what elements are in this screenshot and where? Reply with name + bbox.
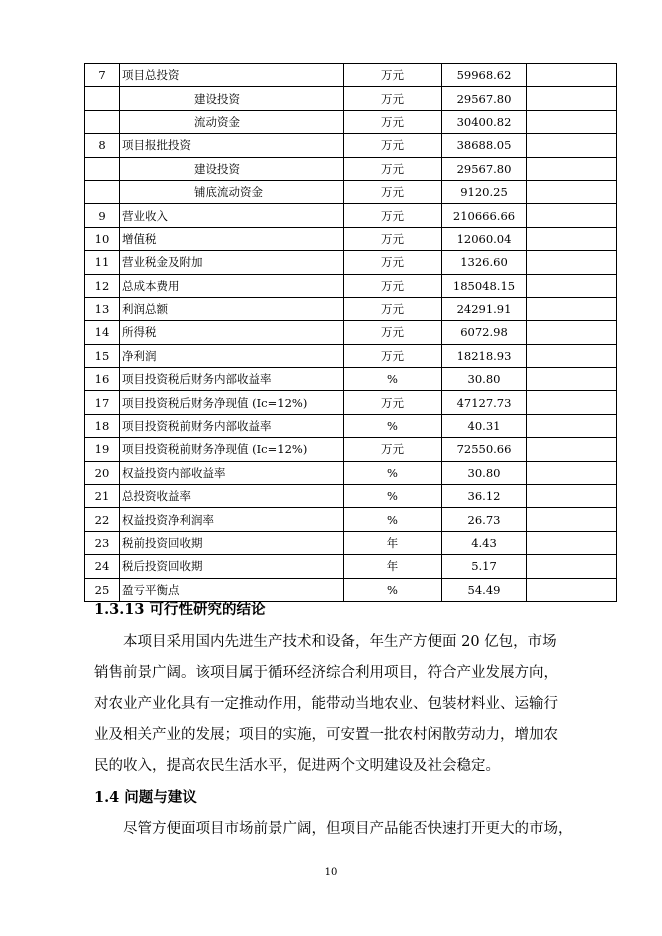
- row-remark: [527, 344, 617, 367]
- row-remark: [527, 508, 617, 531]
- row-item-name: 营业税金及附加: [120, 251, 344, 274]
- page-number: 10: [324, 867, 338, 878]
- row-unit: %: [344, 578, 442, 601]
- row-value: 24291.91: [442, 297, 527, 320]
- row-unit: %: [344, 368, 442, 391]
- paragraph-line: 对农业产业化具有一定推动作用，能带动当地农业、包装材料业、运输行: [94, 696, 558, 712]
- row-item-name: 铺底流动资金: [120, 180, 344, 203]
- row-remark: [527, 368, 617, 391]
- row-item-name: 利润总额: [120, 297, 344, 320]
- table-row: [85, 274, 617, 297]
- row-item-name: 项目投资税前财务净现值 (Ic=12%): [120, 438, 344, 461]
- row-number: 16: [85, 368, 120, 391]
- table-row: [85, 461, 617, 484]
- row-remark: [527, 110, 617, 133]
- row-unit: 万元: [344, 134, 442, 157]
- section-heading-issues: 1.4 问题与建议: [94, 789, 197, 806]
- row-number: 8: [85, 134, 120, 157]
- table-row: [85, 157, 617, 180]
- row-value: 40.31: [442, 414, 527, 437]
- row-unit: 万元: [344, 180, 442, 203]
- row-unit: 万元: [344, 110, 442, 133]
- table-row: [85, 438, 617, 461]
- row-unit: 万元: [344, 391, 442, 414]
- row-number: 15: [85, 344, 120, 367]
- row-value: 30.80: [442, 461, 527, 484]
- paragraph-line: 业及相关产业的发展；项目的实施，可安置一批农村闲散劳动力，增加农: [94, 727, 558, 743]
- row-value: 72550.66: [442, 438, 527, 461]
- row-number: [85, 180, 120, 203]
- issues-paragraph: [94, 814, 597, 845]
- row-number: 14: [85, 321, 120, 344]
- row-number: 18: [85, 414, 120, 437]
- row-value: 5.17: [442, 555, 527, 578]
- row-value: 12060.04: [442, 227, 527, 250]
- paragraph-line: 尽管方便面项目市场前景广阔，但项目产品能否快速打开更大的市场，: [123, 821, 573, 837]
- row-remark: [527, 297, 617, 320]
- row-item-name: 建设投资: [120, 87, 344, 110]
- row-unit: %: [344, 461, 442, 484]
- table-row: [85, 531, 617, 554]
- row-item-name: 权益投资内部收益率: [120, 461, 344, 484]
- row-item-name: 项目投资税后财务净现值 (Ic=12%): [120, 391, 344, 414]
- row-item-name: 权益投资净利润率: [120, 508, 344, 531]
- row-number: 25: [85, 578, 120, 601]
- row-value: 30.80: [442, 368, 527, 391]
- row-number: 9: [85, 204, 120, 227]
- table-row: [85, 87, 617, 110]
- row-number: [85, 110, 120, 133]
- row-number: 13: [85, 297, 120, 320]
- row-remark: [527, 64, 617, 87]
- section-heading-conclusion: 1.3.13 可行性研究的结论: [94, 601, 266, 618]
- row-unit: %: [344, 414, 442, 437]
- row-remark: [527, 204, 617, 227]
- row-value: 1326.60: [442, 251, 527, 274]
- row-unit: 万元: [344, 64, 442, 87]
- row-remark: [527, 87, 617, 110]
- row-value: 4.43: [442, 531, 527, 554]
- row-item-name: 净利润: [120, 344, 344, 367]
- indicator-table: [84, 63, 617, 602]
- row-number: 24: [85, 555, 120, 578]
- row-number: 22: [85, 508, 120, 531]
- row-item-name: 营业收入: [120, 204, 344, 227]
- table-row: [85, 414, 617, 437]
- table-row: [85, 297, 617, 320]
- row-number: 12: [85, 274, 120, 297]
- table-row: [85, 578, 617, 601]
- row-item-name: 项目报批投资: [120, 134, 344, 157]
- row-item-name: 建设投资: [120, 157, 344, 180]
- table-row: [85, 110, 617, 133]
- table-row: [85, 251, 617, 274]
- row-remark: [527, 414, 617, 437]
- row-item-name: 流动资金: [120, 110, 344, 133]
- row-unit: 万元: [344, 251, 442, 274]
- row-item-name: 项目投资税前财务内部收益率: [120, 414, 344, 437]
- row-remark: [527, 391, 617, 414]
- row-value: 47127.73: [442, 391, 527, 414]
- row-value: 30400.82: [442, 110, 527, 133]
- row-unit: 年: [344, 531, 442, 554]
- table-row: [85, 508, 617, 531]
- row-unit: 万元: [344, 87, 442, 110]
- row-value: 210666.66: [442, 204, 527, 227]
- row-number: 21: [85, 485, 120, 508]
- paragraph-line: 本项目采用国内先进生产技术和设备，年生产方便面 20 亿包，市场: [123, 634, 557, 650]
- row-remark: [527, 321, 617, 344]
- row-unit: 万元: [344, 344, 442, 367]
- indicator-table-body: [85, 64, 617, 602]
- row-value: 59968.62: [442, 64, 527, 87]
- row-remark: [527, 461, 617, 484]
- row-item-name: 税后投资回收期: [120, 555, 344, 578]
- row-unit: 万元: [344, 438, 442, 461]
- row-unit: %: [344, 485, 442, 508]
- table-row: [85, 368, 617, 391]
- row-remark: [527, 251, 617, 274]
- table-row: [85, 391, 617, 414]
- row-unit: 万元: [344, 321, 442, 344]
- row-remark: [527, 180, 617, 203]
- row-number: 10: [85, 227, 120, 250]
- row-value: 54.49: [442, 578, 527, 601]
- row-item-name: 所得税: [120, 321, 344, 344]
- conclusion-paragraph: [94, 627, 597, 782]
- row-value: 29567.80: [442, 87, 527, 110]
- row-remark: [527, 227, 617, 250]
- row-item-name: 税前投资回收期: [120, 531, 344, 554]
- row-value: 18218.93: [442, 344, 527, 367]
- table-row: [85, 555, 617, 578]
- row-unit: 万元: [344, 227, 442, 250]
- row-remark: [527, 531, 617, 554]
- row-value: 6072.98: [442, 321, 527, 344]
- paragraph-line: 民的收入，提高农民生活水平，促进两个文明建设及社会稳定。: [94, 758, 500, 774]
- row-number: [85, 157, 120, 180]
- row-value: 185048.15: [442, 274, 527, 297]
- paragraph-line: 销售前景广阔。该项目属于循环经济综合利用项目，符合产业发展方向，: [94, 665, 558, 681]
- row-item-name: 总成本费用: [120, 274, 344, 297]
- table-row: [85, 204, 617, 227]
- table-row: [85, 321, 617, 344]
- row-item-name: 盈亏平衡点: [120, 578, 344, 601]
- row-unit: 年: [344, 555, 442, 578]
- row-value: 26.73: [442, 508, 527, 531]
- table-row: [85, 64, 617, 87]
- row-remark: [527, 578, 617, 601]
- row-item-name: 项目总投资: [120, 64, 344, 87]
- row-number: 7: [85, 64, 120, 87]
- row-unit: 万元: [344, 204, 442, 227]
- row-value: 9120.25: [442, 180, 527, 203]
- row-unit: 万元: [344, 157, 442, 180]
- row-number: 20: [85, 461, 120, 484]
- row-number: 19: [85, 438, 120, 461]
- row-unit: 万元: [344, 297, 442, 320]
- row-item-name: 项目投资税后财务内部收益率: [120, 368, 344, 391]
- row-number: 17: [85, 391, 120, 414]
- row-value: 38688.05: [442, 134, 527, 157]
- row-remark: [527, 157, 617, 180]
- row-number: 23: [85, 531, 120, 554]
- row-value: 29567.80: [442, 157, 527, 180]
- table-row: [85, 227, 617, 250]
- table-row: [85, 134, 617, 157]
- row-remark: [527, 438, 617, 461]
- table-row: [85, 344, 617, 367]
- table-row: [85, 485, 617, 508]
- row-unit: %: [344, 508, 442, 531]
- row-number: 11: [85, 251, 120, 274]
- row-number: [85, 87, 120, 110]
- row-unit: 万元: [344, 274, 442, 297]
- row-remark: [527, 274, 617, 297]
- row-item-name: 增值税: [120, 227, 344, 250]
- row-remark: [527, 134, 617, 157]
- row-remark: [527, 555, 617, 578]
- row-remark: [527, 485, 617, 508]
- table-row: [85, 180, 617, 203]
- row-item-name: 总投资收益率: [120, 485, 344, 508]
- row-value: 36.12: [442, 485, 527, 508]
